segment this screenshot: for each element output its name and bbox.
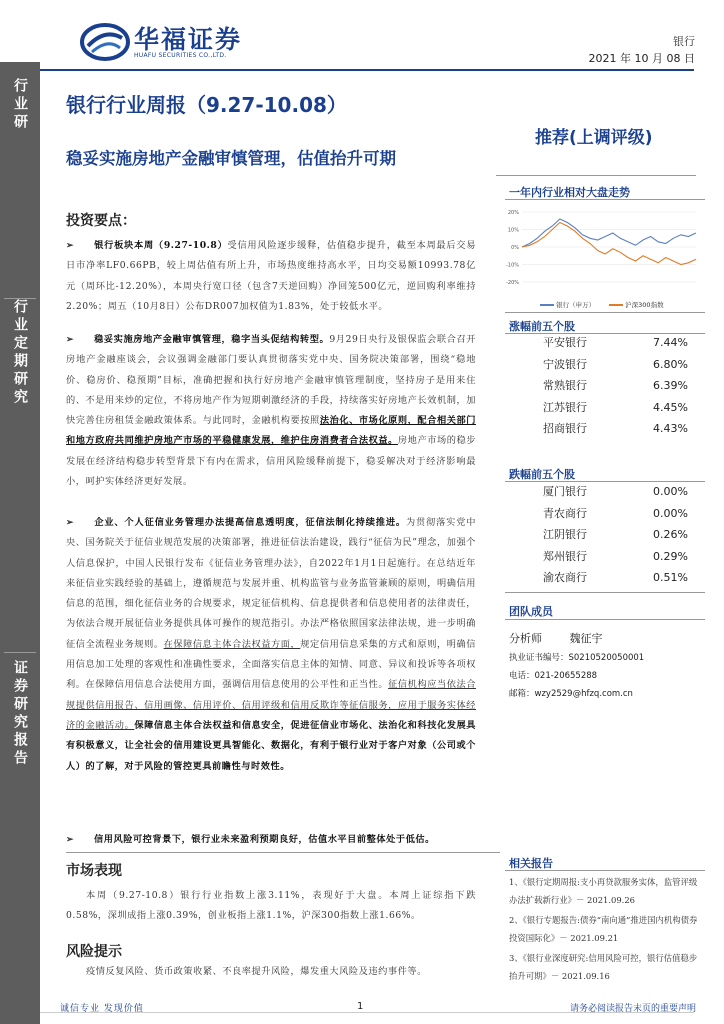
table-row <box>505 524 700 546</box>
losers-table <box>505 481 700 589</box>
key-point-1-text: 受信用风险逐步缓释，估值稳步提升，截至本周最后交易日市净率LF0.66PB，较上周估值有所上升，市场热度维持高水平，日均交易额10993.78亿元（周环比-12.20%），本周央行宽口径（包含7天逆回购）净回笼500亿元，逆回购利率维持2.20%；周五（10月8日）公布DR007加权值为1.83%，处于较低水平。 <box>66 240 477 312</box>
stock-change: 7.44% <box>653 336 688 349</box>
stock-name: 青农商行 <box>543 506 587 520</box>
table-row <box>505 481 700 503</box>
legend-swatch-bank <box>540 304 554 306</box>
stock-name: 江阴银行 <box>543 528 587 541</box>
bullet-icon: ➢ <box>66 834 75 845</box>
table-row <box>505 546 700 568</box>
losers-bottom-rule <box>505 592 705 593</box>
analyst-license: 执业证书编号：S0210520050001 <box>509 653 645 663</box>
table-row <box>505 332 700 354</box>
bullet-icon: ➢ <box>66 334 75 345</box>
table-row <box>505 397 700 419</box>
stock-name: 郑州银行 <box>543 549 587 563</box>
risk-text: 疫情反复风险、货币政策收紧、不良率提升风险，爆发重大风险及违约事件等。 <box>86 966 427 977</box>
report-subtitle: 稳妥实施房地产金融审慎管理，估值抬升可期 <box>66 149 396 168</box>
related-heading: 相关报告 <box>509 857 553 870</box>
section-divider <box>66 852 500 853</box>
stock-name: 常熟银行 <box>543 379 587 392</box>
y-tick-label: 20% <box>507 210 519 216</box>
key-point-3-underline-2: 征信机构应当依法合规提供信用报告、信用画像、信用评价、信用评级和信用反欺诈等征信服务，应用于服务实体经济的金融活动。 <box>66 679 476 731</box>
stock-name: 江苏银行 <box>543 400 587 414</box>
header-date: 2021 年 10 月 08 日 <box>588 52 695 65</box>
header-sector: 银行 <box>673 35 695 48</box>
sidebar-label-industry: 行业研 <box>12 78 28 132</box>
stock-change: 4.45% <box>653 400 688 414</box>
market-heading: 市场表现 <box>66 863 122 879</box>
y-tick-label: -20% <box>506 280 519 286</box>
legend-item-csi300 <box>609 300 664 309</box>
chart-title: 一年内行业相对大盘走势 <box>509 186 630 199</box>
legend-label-csi300: 沪深300指数 <box>625 301 664 309</box>
chart-y-ticks <box>506 210 519 286</box>
chart-bottom-rule <box>505 312 705 313</box>
logo-name: 华福证券 <box>134 25 243 54</box>
table-row <box>505 375 700 397</box>
related-report-1[interactable]: 1、《银行定期周报:支小再贷款服务实体，监管评级办法扩载新行业》－ 2021.09.26 <box>509 877 698 905</box>
table-row <box>505 503 700 525</box>
key-point-2-lead: 稳妥实施房地产金融审慎管理，稳字当头促结构转型。 <box>94 334 330 345</box>
key-points-heading: 投资要点： <box>66 213 136 229</box>
footer-slogan: 诚信专业 发现价值 <box>60 1004 144 1014</box>
y-tick-label: 0% <box>511 245 519 251</box>
bullet-icon: ➢ <box>66 240 75 251</box>
stock-change: 0.00% <box>653 485 688 498</box>
chart-legend <box>540 300 664 309</box>
key-point-3 <box>66 513 476 777</box>
key-point-2-text: 9月29日央行及银保监会联合召开房地产金融座谈会，会议强调金融部门要认真贯彻落实党中央、国务院决策部署，围绕“稳地价、稳房价、稳预期”目标，准确把握和执行好房地产金融审慎管理制度，坚持房子是用来住的、不是用来炒的定位，不将房地产作为短期刺激经济的手段，持续落实好房地产长效机制，加快完善住房租赁金融政策体系。与此同时，金融机构要按照 <box>66 334 476 427</box>
key-point-3-underline-1: 在保障信息主体合法权益方面， <box>163 638 301 650</box>
table-row <box>505 567 700 589</box>
losers-heading: 跌幅前五个股 <box>509 468 575 481</box>
table-row <box>505 418 700 440</box>
page-number: 1 <box>357 1001 364 1012</box>
sidebar-label-report: 证券研究报告 <box>12 660 28 768</box>
sidebar-label-periodic: 行业定期研究 <box>12 299 28 407</box>
legend-swatch-csi300 <box>609 304 623 306</box>
table-row <box>505 354 700 376</box>
stock-change: 0.26% <box>653 528 688 541</box>
key-point-2 <box>66 330 476 492</box>
risk-heading: 风险提示 <box>66 944 122 960</box>
left-sidebar <box>0 62 40 1024</box>
sidebar-divider <box>4 652 36 653</box>
key-point-1 <box>66 236 476 317</box>
related-rule <box>505 870 705 871</box>
legend-item-bank <box>540 300 595 309</box>
gainers-heading: 涨幅前五个股 <box>509 320 575 333</box>
stock-name: 宁波银行 <box>543 357 587 371</box>
stock-name: 招商银行 <box>543 422 587 435</box>
stock-change: 0.51% <box>653 571 688 584</box>
key-point-3-text-2: 规定信用信息采集的方式和原则，明确信用信息加工处理的客观性和准确性要求，全面落实信息主体的知情、同意、异议和投诉等各项权利。在保障信用信息合法使用方面，强调信用信息使用的公平性和正当性。 <box>66 638 476 691</box>
team-rule <box>505 619 705 620</box>
y-tick-label: -10% <box>506 262 519 269</box>
y-tick-label: 10% <box>507 227 519 234</box>
stock-change: 4.43% <box>653 422 688 435</box>
legend-label-bank: 银行（申万） <box>556 301 596 309</box>
related-report-2[interactable]: 2、《银行专题报告:债券“南向通”推进国内机构债券投资国际化》－ 2021.09.21 <box>509 915 698 943</box>
analyst-phone: 电话：021-20655288 <box>509 671 598 681</box>
key-point-4-lead: 信用风险可控背景下，银行业未来盈利预期良好，估值水平目前整体处于低估。 <box>94 834 435 845</box>
rating-divider <box>496 175 696 176</box>
chart-grid <box>522 212 696 282</box>
stock-name: 平安银行 <box>543 336 587 349</box>
key-point-2-tail: 房地产市场的稳步发展在经济结构稳步转型背景下有内在需求，信用风险缓释前提下，稳妥解决对于经济影响最小，呵护实体经济更好发展。 <box>66 435 476 488</box>
analyst-label: 分析师 <box>509 632 542 645</box>
market-text: 本周（9.27-10.8）银行行业指数上涨3.11%，表现好于大盘。本周上证综指下跌0.58%，深圳成指上涨0.39%，创业板指上涨1.1%，沪深300指数上涨1.66%。 <box>66 890 476 922</box>
report-title: 银行行业周报（9.27-10.08） <box>66 93 347 117</box>
gainers-table <box>505 332 700 440</box>
logo-emblem-icon <box>80 22 130 62</box>
analyst-name: 魏征宇 <box>569 632 603 645</box>
key-point-3-text: 为贯彻落实党中央、国务院关于征信业规范发展的决策部署，推进征信法治建设，践行“征信为民”理念，加强个人信息保护，中国人民银行发布《征信业务管理办法》，自2022年1月1日起施行。在总结近年来征信业实践经验的基础上，遵循规范与发展并重、机构监管与业务监管兼顾的原则，明确信用信息的范围，细化征信业务的合规要求，规定征信机构、信息提供者和信息使用者的法律责任，为依法合规开展征信业务提供具体可操作的规范指引。办法严格依照国家法律法规，进一步明确征信全流程业务规则。 <box>66 517 476 650</box>
company-logo <box>80 18 260 64</box>
stock-change: 6.39% <box>653 379 688 392</box>
team-heading: 团队成员 <box>509 605 553 618</box>
stock-change: 0.00% <box>653 506 688 520</box>
key-point-3-lead: 企业、个人征信业务管理办法提高信息透明度，征信法制化持续推进。 <box>94 517 406 528</box>
stock-name: 渝农商行 <box>543 571 587 584</box>
stock-change: 0.29% <box>653 549 688 563</box>
logo-english-name: HUAFU SECURITIES CO.,LTD. <box>134 52 227 59</box>
chart-title-rule <box>505 199 705 200</box>
stock-name: 厦门银行 <box>543 485 587 498</box>
related-report-3[interactable]: 3、《银行业深度研究:信用风险可控，银行估值稳步抬升可期》－ 2021.09.16 <box>509 953 698 981</box>
analyst-email: 邮箱：wzy2529@hfzq.com.cn <box>509 689 633 699</box>
key-point-1-lead: 银行板块本周（9.27-10.8） <box>94 240 228 251</box>
rating-label: 推荐(上调评级) <box>535 128 653 148</box>
bullet-icon: ➢ <box>66 517 75 528</box>
footer-disclaimer: 请务必阅读报告末页的重要声明 <box>569 1004 696 1014</box>
analyst-row <box>509 630 603 646</box>
stock-change: 6.80% <box>653 357 688 371</box>
key-point-3-conclusion: 保障信息主体合法权益和信息安全，促进征信业市场化、法治化和科技化发展具有积极意义，让全社会的信用建设更具智能化、数据化，有利于银行业对于客户对象（公司或个人）的了解，对于风险的管控更具前瞻性与时效性。 <box>66 719 476 772</box>
relative-performance-chart <box>496 204 706 310</box>
header-rule <box>40 69 694 71</box>
key-point-4 <box>66 830 476 850</box>
key-point-2-emphasis: 法治化、市场化原则，配合相关部门和地方政府共同维护房地产市场的平稳健康发展，维护住房消费者合法权益。 <box>66 415 476 447</box>
